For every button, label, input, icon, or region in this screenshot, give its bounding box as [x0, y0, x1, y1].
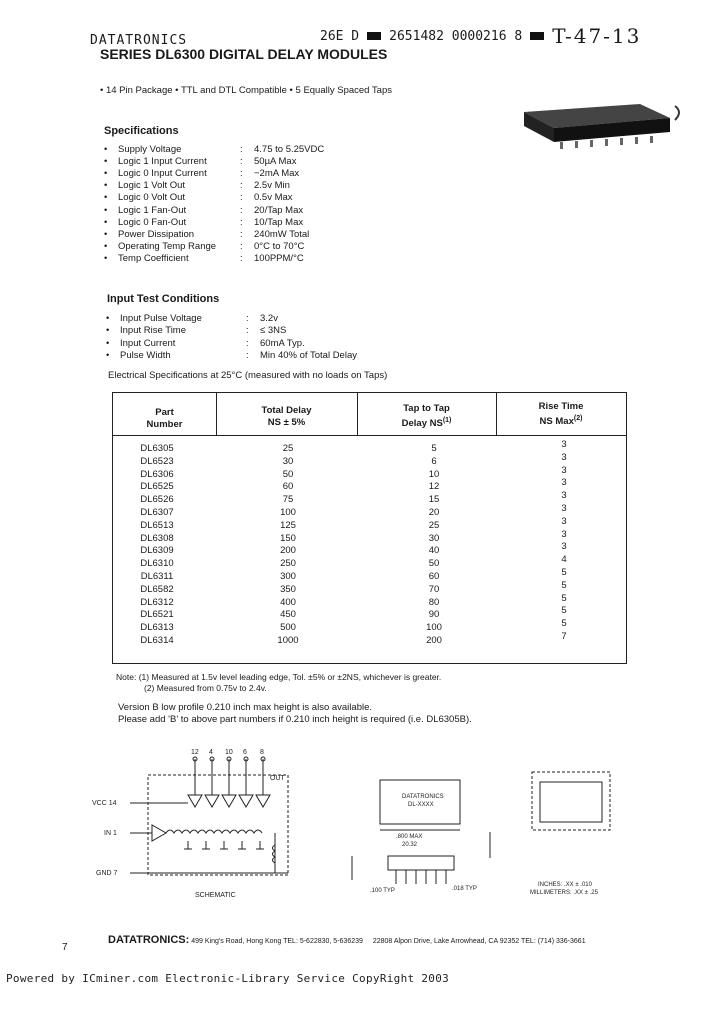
- itc-label: Pulse Width: [120, 350, 171, 362]
- brand-header: DATATRONICS: [90, 33, 188, 48]
- part-cell: DL6312: [140, 596, 174, 608]
- delay-table: [112, 392, 627, 664]
- powered-by-line: Powered by ICminer.com Electronic-Library Service CopyRight 2003: [6, 972, 450, 985]
- bullet: •: [175, 85, 181, 96]
- product-photo: [520, 98, 685, 158]
- bullet: •: [104, 155, 108, 167]
- part-cell: DL6314: [140, 634, 174, 646]
- spec-row: [104, 143, 324, 155]
- rise-cell: 3: [561, 439, 567, 450]
- header-total-delay: [216, 405, 357, 429]
- spec-value: 0°C to 70°C: [254, 241, 305, 253]
- colon: :: [246, 337, 249, 349]
- pin-label: 4: [209, 749, 213, 756]
- spec-row: [104, 228, 324, 240]
- bullet: •: [289, 85, 296, 96]
- colon: :: [240, 143, 243, 155]
- vcc-label: VCC 14: [92, 800, 117, 807]
- itc-value: ≤ 3NS: [260, 325, 287, 337]
- pin-label: 6: [243, 749, 247, 756]
- header-part-l1: Part: [155, 407, 174, 418]
- total-cell: 500: [280, 622, 296, 634]
- total-cell: 1000: [277, 634, 299, 646]
- page-number: 7: [62, 942, 68, 953]
- rise-cell: 5: [561, 605, 567, 617]
- tap-cell: 50: [428, 558, 440, 570]
- bullet: •: [104, 180, 108, 192]
- part-cell: DL6513: [140, 519, 174, 531]
- colon: :: [240, 241, 243, 253]
- page-title: SERIES DL6300 DIGITAL DELAY MODULES: [100, 46, 388, 62]
- tap-cell: 30: [428, 532, 440, 544]
- itc-row: [106, 337, 357, 350]
- bullet: •: [104, 253, 108, 265]
- gnd-label: GND 7: [96, 870, 118, 877]
- itc-row: [106, 350, 357, 363]
- tap-cell: 6: [431, 455, 437, 467]
- part-cell: DL6521: [140, 609, 174, 621]
- version-b-line-2: Please add 'B' to above part numbers if 0.210 inch height is required (i.e. DL6305B).: [118, 714, 472, 725]
- colon: :: [240, 228, 243, 240]
- spec-value: 10/Tap Max: [254, 216, 304, 228]
- total-cell: 60: [282, 481, 294, 493]
- rise-cell: 5: [561, 579, 567, 591]
- sup-1: (1): [442, 417, 452, 424]
- bullet: •: [106, 312, 110, 324]
- total-cell: 125: [280, 519, 296, 531]
- rise-cell: 3: [561, 502, 567, 514]
- part-cell: DL6307: [140, 506, 174, 518]
- tap-cell: 10: [428, 468, 440, 480]
- rise-cell: 3: [561, 528, 567, 540]
- colon: :: [246, 350, 249, 362]
- itc-row: [106, 325, 357, 338]
- version-b-note: [118, 702, 472, 726]
- feature-item: 14 Pin Package: [105, 85, 173, 96]
- total-cell: 450: [280, 609, 296, 621]
- tap-cell: 40: [428, 545, 440, 557]
- part-cell: DL6310: [140, 558, 174, 570]
- total-cell: 50: [282, 468, 294, 480]
- table-header-rule: [113, 435, 626, 436]
- spec-row: [104, 216, 324, 228]
- schematic-caption: SCHEMATIC: [195, 892, 236, 899]
- note-1: (1) Measured at 1.5v level leading edge, Tol. ±5% or ±2NS, whichever is greater.: [138, 672, 442, 682]
- header-rise-l2: NS Max: [539, 416, 574, 428]
- total-cell: 25: [282, 443, 294, 454]
- bullet: •: [106, 350, 110, 362]
- rise-cell: 5: [561, 592, 567, 604]
- spec-value: 100PPM/°C: [254, 253, 304, 265]
- pin-label: 12: [191, 749, 199, 756]
- rise-cell: 3: [561, 464, 567, 476]
- tap-cell: 80: [428, 596, 440, 608]
- header-tap-l1: Tap to Tap: [403, 403, 450, 414]
- notes-label: Note:: [116, 672, 137, 682]
- body-part: DL-XXXX: [408, 802, 434, 808]
- tap-cell: 20: [428, 506, 440, 518]
- total-cell: 100: [280, 506, 296, 518]
- spec-value: 4.75 to 5.25VDC: [254, 143, 325, 155]
- spec-value: 0.5v Max: [254, 192, 293, 204]
- colon: :: [240, 253, 243, 265]
- spec-label: Power Dissipation: [118, 228, 195, 240]
- total-cell: 350: [280, 583, 296, 595]
- rise-cell: 3: [561, 451, 567, 463]
- bullet: •: [104, 192, 108, 204]
- part-cell: DL6309: [140, 545, 174, 557]
- spec-row: [104, 253, 324, 265]
- dim-width: .800 MAX: [396, 834, 423, 840]
- units-inches: INCHES: .XX ± .010: [538, 882, 592, 888]
- input-test-list: [106, 312, 357, 362]
- part-cell: DL6526: [140, 494, 174, 506]
- colon: :: [246, 312, 249, 324]
- part-cell: DL6306: [140, 468, 174, 480]
- tap-cell: 25: [428, 519, 440, 531]
- stamp-block: [367, 32, 381, 40]
- body-brand: DATATRONICS: [402, 794, 444, 800]
- dim-pitch: .100 TYP: [370, 888, 395, 894]
- spec-label: Logic 0 Input Current: [118, 167, 207, 179]
- colon: :: [240, 192, 243, 204]
- part-cell: DL6582: [140, 583, 174, 595]
- itc-value: 60mA Typ.: [260, 337, 305, 349]
- rise-cell: 5: [561, 566, 567, 578]
- total-cell: 200: [280, 545, 296, 557]
- total-cell: 75: [282, 494, 294, 506]
- colon: :: [240, 167, 243, 179]
- specifications-list: [104, 143, 324, 265]
- total-cell: 30: [282, 455, 294, 467]
- itc-label: Input Current: [120, 337, 176, 349]
- total-cell: 300: [280, 570, 296, 582]
- in-label: IN 1: [104, 830, 117, 837]
- spec-label: Temp Coefficient: [118, 253, 189, 265]
- col-part: [127, 443, 187, 648]
- stamp-code-1: 26E D: [320, 28, 360, 44]
- total-cell: 150: [280, 532, 296, 544]
- header-total-l1: Total Delay: [261, 405, 312, 416]
- rise-cell: 3: [561, 477, 567, 489]
- header-part-l2: Number: [146, 419, 183, 430]
- sup-2: (2): [573, 415, 583, 422]
- part-cell: DL6523: [140, 455, 174, 467]
- part-cell: DL6305: [140, 443, 174, 454]
- spec-row: [104, 180, 324, 192]
- bullet: •: [100, 85, 106, 96]
- spec-row: [104, 192, 324, 204]
- col-total: [263, 443, 313, 648]
- input-test-heading: Input Test Conditions: [107, 293, 220, 305]
- footer-company: DATATRONICS:: [108, 934, 190, 946]
- tap-cell: 60: [428, 570, 440, 582]
- spec-row: [104, 155, 324, 167]
- note-2: (2) Measured from 0.75v to 2.4v.: [144, 683, 267, 693]
- spec-value: 50µA Max: [254, 155, 297, 167]
- spec-label: Operating Temp Range: [118, 241, 217, 253]
- header-part: [113, 407, 216, 431]
- itc-value: Min 40% of Total Delay: [260, 350, 357, 362]
- stamp-block: [530, 32, 544, 40]
- tap-cell: 5: [431, 443, 437, 454]
- total-cell: 250: [280, 558, 296, 570]
- feature-item: TTL and DTL Compatible: [180, 85, 287, 96]
- dim-pin: .018 TYP: [452, 886, 477, 892]
- pin-label: 10: [225, 749, 233, 756]
- itc-label: Input Pulse Voltage: [120, 312, 202, 324]
- stamp-part-ref: T-47-13: [552, 24, 642, 48]
- table-notes: [116, 672, 441, 694]
- tap-cell: 200: [426, 634, 442, 646]
- spec-label: Logic 0 Fan-Out: [118, 216, 187, 228]
- spec-label: Supply Voltage: [118, 143, 182, 155]
- feature-item: 5 Equally Spaced Taps: [295, 85, 392, 96]
- spec-row: [104, 204, 324, 216]
- electrical-note: Electrical Specifications at 25°C (measured with no loads on Taps): [108, 370, 388, 381]
- col-rise: [549, 439, 579, 644]
- tap-cell: 15: [428, 494, 440, 506]
- bullet: •: [104, 228, 108, 240]
- colon: :: [240, 180, 243, 192]
- footer-hk-address: 499 King's Road, Hong Kong TEL: 5-622830, 5-636239: [191, 938, 363, 945]
- rise-cell: 3: [561, 541, 567, 553]
- spec-value: −2mA Max: [254, 167, 300, 179]
- colon: :: [240, 155, 243, 167]
- stamp-code-2: 2651482 0000216 8: [389, 28, 523, 44]
- spec-value: 2.5v Min: [254, 180, 290, 192]
- part-cell: DL6311: [140, 570, 174, 582]
- itc-label: Input Rise Time: [120, 325, 186, 337]
- total-cell: 400: [280, 596, 296, 608]
- bullet: •: [104, 241, 108, 253]
- bullet: •: [104, 167, 108, 179]
- company-footer: [108, 934, 586, 946]
- spec-label: Logic 1 Input Current: [118, 155, 207, 167]
- dim-width-mm: 20.32: [402, 842, 418, 848]
- rise-cell: 3: [561, 515, 567, 527]
- units-mm: MILLIMETERS: .XX ± .25: [530, 890, 598, 896]
- rise-cell: 5: [561, 618, 567, 630]
- spec-row: [104, 167, 324, 179]
- spec-value: 240mW Total: [254, 228, 310, 240]
- specifications-heading: Specifications: [104, 125, 179, 137]
- bullet: •: [106, 325, 110, 337]
- colon: :: [246, 325, 249, 337]
- part-cell: DL6308: [140, 532, 174, 544]
- part-cell: DL6313: [140, 622, 174, 634]
- spec-value: 20/Tap Max: [254, 204, 304, 216]
- spec-label: Logic 0 Volt Out: [118, 192, 186, 204]
- version-b-line-1: Version B low profile 0.210 inch max height is also available.: [118, 702, 373, 713]
- bullet: •: [104, 216, 108, 228]
- header-tap-delay: [357, 403, 496, 430]
- rise-cell: 7: [561, 630, 567, 642]
- itc-row: [106, 312, 357, 325]
- out-label: OUT: [270, 775, 285, 782]
- spec-label: Logic 1 Volt Out: [118, 180, 186, 192]
- doc-stamp: [320, 24, 641, 48]
- colon: :: [240, 204, 243, 216]
- schematic-diagram: [90, 745, 305, 905]
- bullet: •: [104, 143, 108, 155]
- feature-list: [100, 85, 392, 96]
- footer-us-address: 22808 Alpon Drive, Lake Arrowhead, CA 92352 TEL: (714) 336-3661: [372, 938, 586, 945]
- tap-cell: 70: [428, 583, 440, 595]
- header-rise-l1: Rise Time: [538, 401, 584, 412]
- itc-value: 3.2v: [260, 312, 278, 324]
- rise-cell: 4: [561, 554, 567, 566]
- header-tap-l2: Delay NS: [401, 418, 443, 430]
- header-rise-time: [496, 401, 626, 428]
- part-cell: DL6525: [140, 481, 174, 493]
- col-tap: [409, 443, 459, 648]
- bullet: •: [106, 337, 110, 349]
- rise-cell: 3: [561, 490, 567, 502]
- pin-label: 8: [260, 749, 264, 756]
- tap-cell: 100: [426, 622, 442, 634]
- tap-cell: 90: [428, 609, 440, 621]
- spec-label: Logic 1 Fan-Out: [118, 204, 187, 216]
- colon: :: [240, 216, 243, 228]
- spec-row: [104, 241, 324, 253]
- bullet: •: [104, 204, 108, 216]
- header-total-l2: NS ± 5%: [267, 417, 306, 428]
- tap-cell: 12: [428, 481, 440, 493]
- mechanical-drawing: [340, 760, 635, 910]
